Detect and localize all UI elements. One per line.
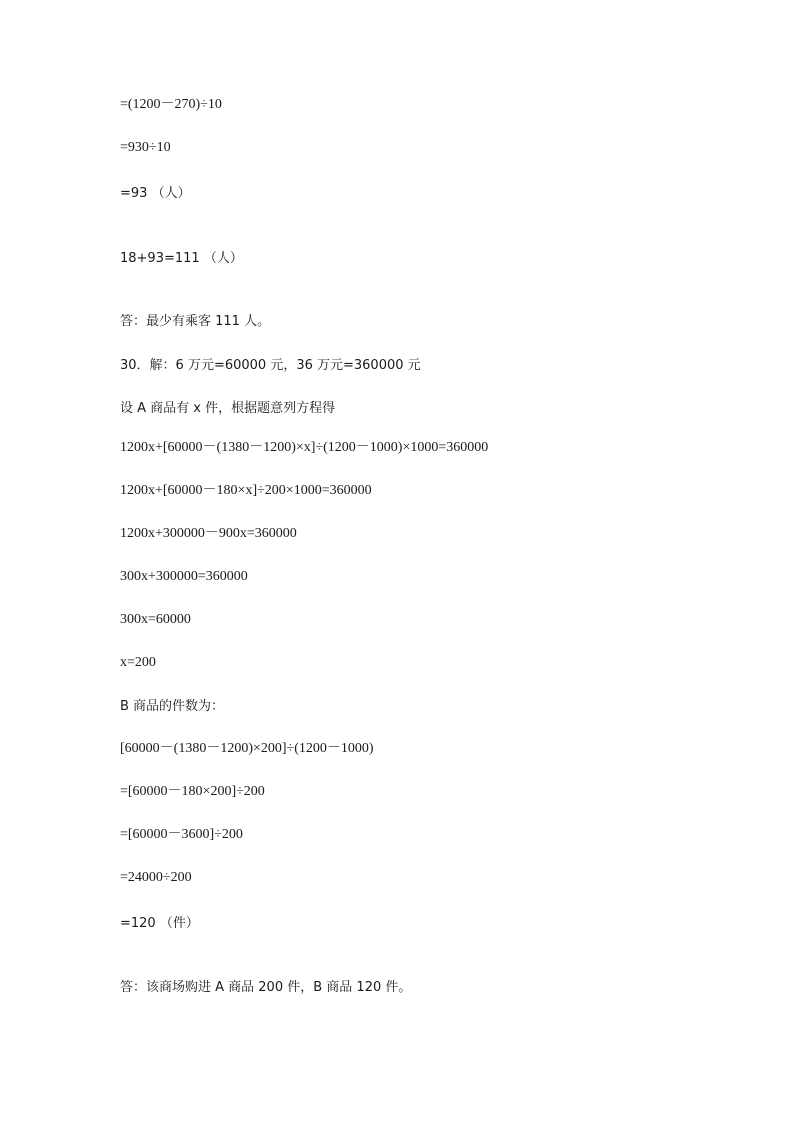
equation-line: 300x+300000=360000 — [120, 569, 248, 584]
b-step-line: =[60000－3600]÷200 — [120, 827, 243, 842]
equation-line: 300x=60000 — [120, 612, 191, 627]
b-step-line: [60000－(1380－1200)×200]÷(1200－1000) — [120, 741, 374, 756]
equation-line: x=200 — [120, 655, 156, 670]
b-step-line: =24000÷200 — [120, 870, 192, 885]
calc-line-3: =93 （人） — [120, 186, 191, 201]
calc-line-4: 18+93=111 （人） — [120, 251, 243, 266]
answer-30: 答：该商场购进 A 商品 200 件，B 商品 120 件。 — [120, 980, 412, 995]
answer-29: 答：最少有乘客 111 人。 — [120, 314, 271, 329]
calc-line-1: =(1200－270)÷10 — [120, 97, 222, 112]
equation-line: 1200x+300000－900x=360000 — [120, 526, 297, 541]
problem-30-intro: 30．解：6 万元=60000 元，36 万元=360000 元 — [120, 358, 421, 373]
problem-30-setup: 设 A 商品有 x 件，根据题意列方程得 — [120, 401, 336, 416]
b-step-line: =120 （件） — [120, 916, 199, 931]
equation-line: 1200x+[60000－180×x]÷200×1000=360000 — [120, 483, 372, 498]
calc-line-2: =930÷10 — [120, 140, 171, 155]
b-step-line: =[60000－180×200]÷200 — [120, 784, 265, 799]
equation-line: 1200x+[60000－(1380－1200)×x]÷(1200－1000)×1000=360000 — [120, 440, 489, 455]
b-label: B 商品的件数为： — [120, 699, 225, 714]
